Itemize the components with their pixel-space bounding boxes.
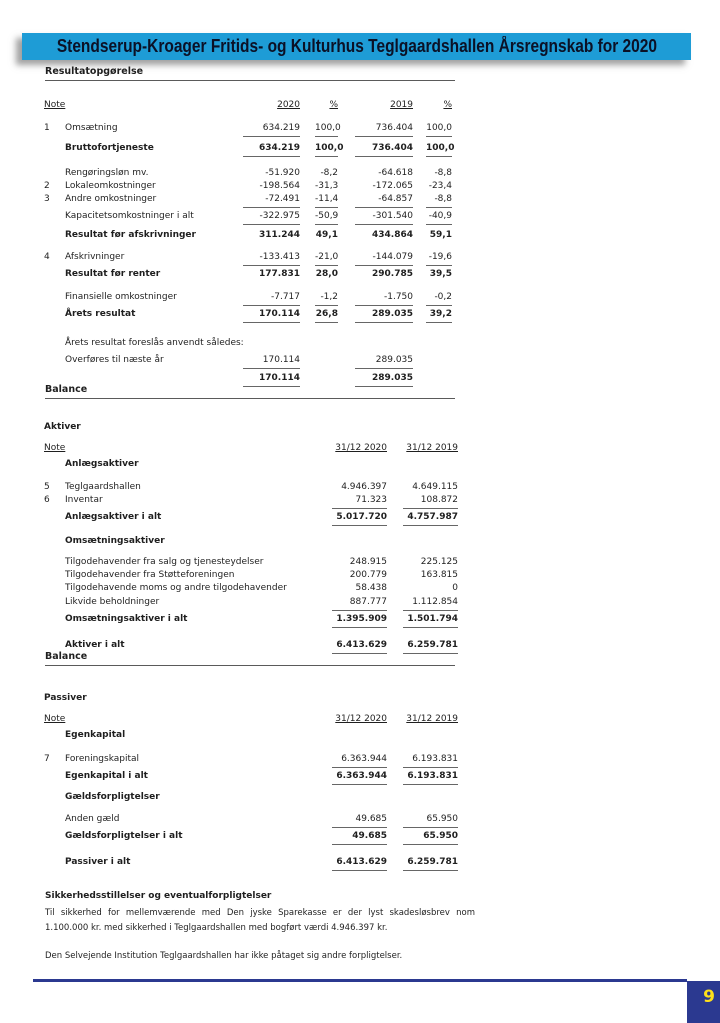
amount-2020: 6.413.629 bbox=[332, 639, 387, 654]
section-heading-balance-aktiver: Balance bbox=[45, 384, 455, 399]
table-row-total bbox=[40, 613, 458, 628]
group-heading-row bbox=[40, 729, 458, 742]
amount-2019: 4.757.987 bbox=[403, 511, 458, 526]
amount-2020: 170.114 bbox=[243, 372, 300, 387]
amount-2019: -1.750 bbox=[355, 291, 413, 306]
table-row-total bbox=[40, 511, 458, 526]
amount-2019: 736.404 bbox=[355, 122, 413, 137]
table-row bbox=[40, 481, 458, 494]
amount-2019: 6.259.781 bbox=[403, 856, 458, 871]
balance-passiver-table bbox=[40, 692, 458, 871]
income-header-row bbox=[40, 99, 452, 112]
note-number: 2 bbox=[44, 181, 50, 191]
commitments-paragraph-1: Til sikkerhed for mellemværende med Den jyske Sparekasse er der lyst skadesløsbrev nom 1.100.000 kr. med sikkerhed i Teglgaardshallen med bogført værdi 4.946.397 kr. bbox=[45, 908, 475, 933]
table-row bbox=[40, 596, 458, 611]
amount-2019: 289.035 bbox=[355, 354, 413, 369]
amount-2019: -64.857 bbox=[355, 193, 413, 208]
amount-2020: 634.219 bbox=[243, 142, 300, 157]
amount-2020: 1.395.909 bbox=[332, 613, 387, 628]
amount-2019: 108.872 bbox=[403, 494, 458, 509]
allocation-intro: Årets resultat foreslås anvendt således: bbox=[65, 338, 244, 348]
amount-2019: 0 bbox=[452, 583, 458, 593]
group-heading: Egenkapital bbox=[65, 730, 126, 740]
row-label: Andre omkostninger bbox=[65, 194, 157, 204]
amount-2020: -198.564 bbox=[259, 181, 300, 191]
passiver-section-title: Passiver bbox=[44, 693, 87, 703]
row-label: Rengøringsløn mv. bbox=[65, 168, 149, 178]
note-number: 5 bbox=[44, 482, 50, 492]
table-row bbox=[40, 167, 452, 180]
page-number-badge: 9 bbox=[687, 981, 720, 1023]
row-label: Tilgodehavender fra Støtteforeningen bbox=[65, 570, 235, 580]
amount-2019: 6.259.781 bbox=[403, 639, 458, 654]
table-row bbox=[40, 251, 452, 266]
note-number: 4 bbox=[44, 252, 50, 262]
table-row bbox=[40, 569, 458, 582]
row-label: Foreningskapital bbox=[65, 754, 140, 764]
amount-2020: -322.975 bbox=[243, 210, 300, 225]
amount-2019: -64.618 bbox=[378, 168, 413, 178]
col-2019: 2019 bbox=[390, 100, 413, 110]
pct-2019: -0,2 bbox=[426, 291, 452, 306]
col-31-12-2020: 31/12 2020 bbox=[335, 714, 387, 724]
amount-2019: 434.864 bbox=[372, 230, 413, 240]
col-note: Note bbox=[44, 443, 66, 453]
table-row-total bbox=[40, 142, 455, 157]
row-label: Omsætning bbox=[65, 123, 118, 133]
amount-2019: 290.785 bbox=[372, 269, 413, 279]
commitments-heading: Sikkerhedsstillelser og eventualforpligtelser bbox=[45, 891, 272, 901]
row-label: Tilgodehavender fra salg og tjenesteydelser bbox=[65, 557, 264, 567]
pct-2019: -19,6 bbox=[426, 251, 452, 266]
table-row-total bbox=[40, 268, 452, 281]
col-pct-2020: % bbox=[329, 100, 338, 110]
table-row bbox=[40, 210, 452, 225]
col-note: Note bbox=[44, 100, 66, 110]
amount-2020: 71.323 bbox=[332, 494, 387, 509]
amount-2020: 49.685 bbox=[332, 830, 387, 845]
amount-2020: -133.413 bbox=[243, 251, 300, 266]
col-31-12-2019: 31/12 2019 bbox=[406, 443, 458, 453]
pct-2020: -1,2 bbox=[315, 291, 338, 306]
col-pct-2019: % bbox=[443, 100, 452, 110]
amount-2020: -51.920 bbox=[265, 168, 300, 178]
row-label: Resultat før afskrivninger bbox=[65, 230, 196, 240]
row-label: Omsætningsaktiver i alt bbox=[65, 614, 188, 624]
table-row bbox=[40, 193, 452, 208]
amount-2019: 6.193.831 bbox=[403, 753, 458, 768]
amount-2020: 634.219 bbox=[243, 122, 300, 137]
pct-2020: 100,0 bbox=[315, 122, 338, 137]
amount-2020: 58.438 bbox=[355, 583, 387, 593]
note-number: 1 bbox=[44, 123, 50, 133]
amount-2020: 6.413.629 bbox=[332, 856, 387, 871]
row-label: Kapacitetsomkostninger i alt bbox=[65, 211, 194, 221]
amount-2019: 225.125 bbox=[420, 557, 458, 567]
amount-2020: 200.779 bbox=[349, 570, 387, 580]
pct-2019: 39,2 bbox=[426, 308, 452, 323]
pct-2020: 28,0 bbox=[315, 269, 338, 279]
pct-2019: -8,8 bbox=[434, 168, 452, 178]
amount-2019: 1.112.854 bbox=[403, 596, 458, 611]
amount-2019: 65.950 bbox=[403, 830, 458, 845]
pct-2019: -40,9 bbox=[426, 210, 452, 225]
table-row bbox=[40, 122, 452, 137]
pct-2019: 100,0 bbox=[426, 142, 452, 157]
amount-2020: 5.017.720 bbox=[332, 511, 387, 526]
amount-2020: -7.717 bbox=[243, 291, 300, 306]
amount-2019: -144.079 bbox=[355, 251, 413, 266]
col-31-12-2020: 31/12 2020 bbox=[335, 443, 387, 453]
pct-2020: -50,9 bbox=[315, 210, 338, 225]
row-label: Resultat før renter bbox=[65, 269, 161, 279]
aktiver-header-row bbox=[40, 442, 458, 455]
table-row bbox=[40, 291, 452, 306]
col-2020: 2020 bbox=[277, 100, 300, 110]
pct-2020: -21,0 bbox=[315, 251, 338, 266]
section-heading-resultatopgorelse: Resultatopgørelse bbox=[45, 66, 455, 81]
amount-2019: 289.035 bbox=[355, 372, 413, 387]
row-label: Anden gæld bbox=[65, 814, 120, 824]
pct-2019: 59,1 bbox=[429, 230, 452, 240]
group-heading: Gældsforpligtelser bbox=[65, 792, 160, 802]
aktiver-section-title: Aktiver bbox=[44, 422, 81, 432]
amount-2020: 49.685 bbox=[332, 813, 387, 828]
row-label: Egenkapital i alt bbox=[65, 771, 148, 781]
amount-2019: 736.404 bbox=[355, 142, 413, 157]
group-heading-row bbox=[40, 535, 458, 548]
pct-2020: -8,2 bbox=[320, 168, 338, 178]
row-label: Passiver i alt bbox=[65, 857, 131, 867]
note-number: 3 bbox=[44, 194, 50, 204]
row-label: Inventar bbox=[65, 495, 103, 505]
pct-2020: -11,4 bbox=[315, 193, 338, 208]
group-heading: Anlægsaktiver bbox=[65, 459, 139, 469]
income-statement-table bbox=[40, 99, 455, 323]
note-number: 7 bbox=[44, 754, 50, 764]
row-label: Likvide beholdninger bbox=[65, 597, 160, 607]
amount-2019: -301.540 bbox=[355, 210, 413, 225]
pct-2020: 100,0 bbox=[315, 142, 338, 157]
amount-2020: 170.114 bbox=[243, 308, 300, 323]
table-row bbox=[40, 180, 452, 193]
table-row bbox=[40, 813, 458, 828]
amount-2019: 163.815 bbox=[420, 570, 458, 580]
group-heading-row bbox=[40, 791, 458, 804]
pct-2020: 26,8 bbox=[315, 308, 338, 323]
pct-2019: 100,0 bbox=[426, 122, 452, 137]
row-label: Anlægsaktiver i alt bbox=[65, 512, 162, 522]
amount-2020: 4.946.397 bbox=[341, 482, 387, 492]
table-row-total bbox=[40, 229, 452, 242]
commitments-section bbox=[45, 890, 475, 964]
row-label: Årets resultat bbox=[65, 309, 136, 319]
amount-2019: 65.950 bbox=[403, 813, 458, 828]
pct-2020: 49,1 bbox=[315, 230, 338, 240]
amount-2020: 248.915 bbox=[349, 557, 387, 567]
group-heading-row bbox=[40, 458, 458, 471]
balance-aktiver-table bbox=[40, 421, 458, 654]
amount-2019: 1.501.794 bbox=[403, 613, 458, 628]
note-number: 6 bbox=[44, 495, 50, 505]
table-row-grand-total bbox=[40, 856, 458, 871]
footer-rule bbox=[33, 979, 687, 982]
row-label: Finansielle omkostninger bbox=[65, 292, 177, 302]
page-title: Stendserup-Kroager Fritids- og Kulturhus Teglgaardshallen Årsregnskab for 2020 bbox=[56, 36, 657, 56]
amount-2020: 6.363.944 bbox=[332, 770, 387, 785]
title-bar bbox=[22, 33, 691, 60]
row-label: Tilgodehavende moms og andre tilgodehavender bbox=[65, 583, 287, 593]
amount-2020: 177.831 bbox=[259, 269, 300, 279]
table-row-total bbox=[40, 830, 458, 845]
allocation-intro-row bbox=[40, 337, 452, 350]
amount-2020: 311.244 bbox=[259, 230, 300, 240]
amount-2020: 170.114 bbox=[243, 354, 300, 369]
table-row-total bbox=[40, 308, 452, 323]
commitments-paragraph-2: Den Selvejende Institution Teglgaardshallen har ikke påtaget sig andre forpligtelser. bbox=[45, 951, 403, 961]
pct-2019: -23,4 bbox=[428, 181, 452, 191]
amount-2020: -72.491 bbox=[243, 193, 300, 208]
row-label: Bruttofortjeneste bbox=[65, 143, 154, 153]
row-label: Overføres til næste år bbox=[65, 355, 164, 365]
table-row bbox=[40, 753, 458, 768]
row-label: Aktiver i alt bbox=[65, 640, 125, 650]
row-label: Teglgaardshallen bbox=[65, 482, 141, 492]
pct-2019: 39,5 bbox=[429, 269, 452, 279]
amount-2019: 4.649.115 bbox=[412, 482, 458, 492]
amount-2020: 6.363.944 bbox=[332, 753, 387, 768]
row-label: Lokaleomkostninger bbox=[65, 181, 156, 191]
table-row bbox=[40, 582, 458, 595]
result-allocation-block bbox=[40, 337, 452, 387]
row-label: Afskrivninger bbox=[65, 252, 125, 262]
table-row bbox=[40, 494, 458, 509]
passiver-header-row bbox=[40, 713, 458, 726]
table-row bbox=[40, 556, 458, 569]
table-row bbox=[40, 354, 452, 369]
group-heading: Omsætningsaktiver bbox=[65, 536, 165, 546]
amount-2019: -172.065 bbox=[372, 181, 413, 191]
table-row-total bbox=[40, 770, 458, 785]
pct-2019: -8,8 bbox=[426, 193, 452, 208]
row-label: Gældsforpligtelser i alt bbox=[65, 831, 183, 841]
section-heading-balance-passiver: Balance bbox=[45, 651, 455, 666]
amount-2020: 887.777 bbox=[332, 596, 387, 611]
amount-2019: 289.035 bbox=[355, 308, 413, 323]
col-31-12-2019: 31/12 2019 bbox=[406, 714, 458, 724]
col-note: Note bbox=[44, 714, 66, 724]
amount-2019: 6.193.831 bbox=[403, 770, 458, 785]
pct-2020: -31,3 bbox=[315, 181, 339, 191]
